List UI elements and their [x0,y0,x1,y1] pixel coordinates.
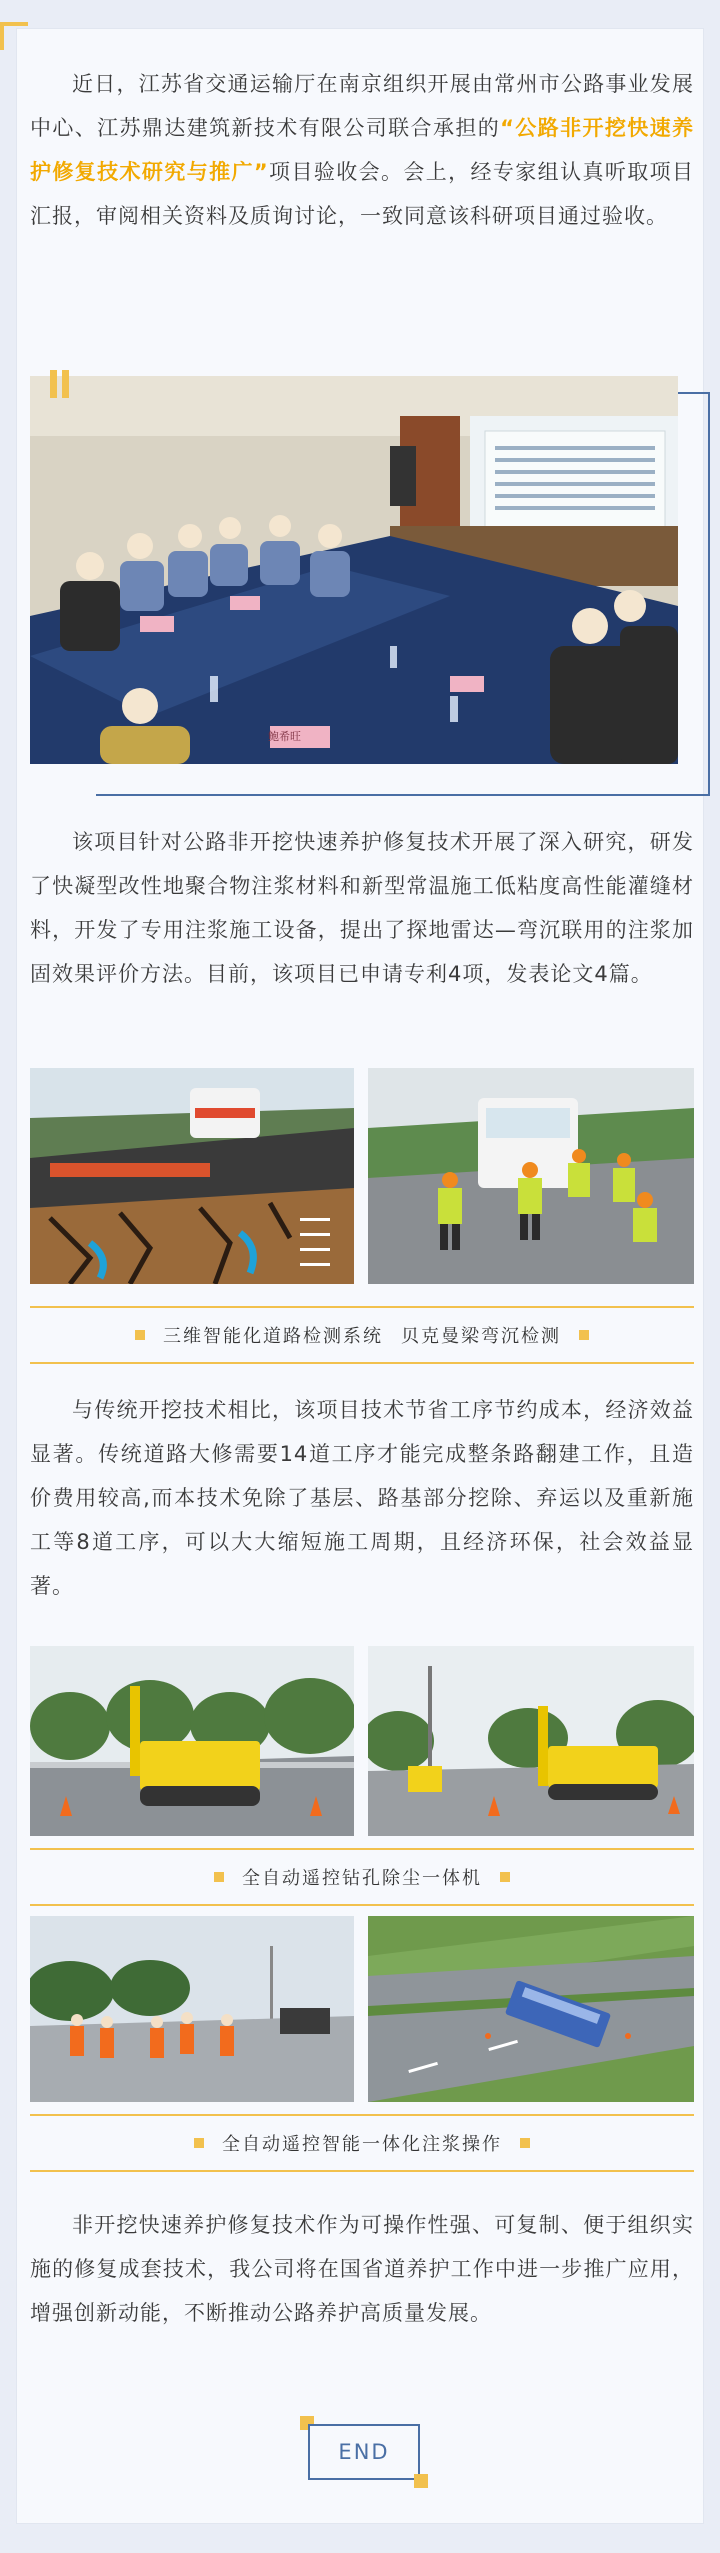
article-card [16,28,704,2524]
closing-paragraph: 非开挖快速养护修复技术作为可操作性强、可复制、便于组织实施的修复成套技术，我公司将在国省道养护工作中进一步推广应用，增强创新动能，不断推动公路养护高质量发展。 [30,2213,694,2325]
beam-deflection-test-photo [368,1068,694,1284]
drilling-machine-photo-2 [368,1646,694,1836]
project-title-highlight: “公路非开挖快速养护修复技术研究与推广” [30,116,694,184]
road-inspection-system-photo [30,1068,354,1284]
benefit-paragraph: 与传统开挖技术相比，该项目技术节省工序节约成本，经济效益显著。传统道路大修需要14道工序才能完成整条路翻建工作，且造价费用较高,而本技术免除了基层、路基部分挖除、弃运以及重新施工等8道工序，可以大大缩短施工周期，且经济环保，社会效益显著。 [30,1398,694,1598]
photo-caption-1 [30,1306,694,1364]
grouting-crew-photo [30,1916,354,2102]
caption-text: 全自动遥控钻孔除尘一体机 [242,1868,482,1889]
meeting-photo [30,376,678,764]
photo-caption-3 [30,2114,694,2172]
intro-paragraph: 近日，江苏省交通运输厅在南京组织开展由常州市公路事业发展中心、江苏鼎达建筑新技术有限公司联合承担的“公路非开挖快速养护修复技术研究与推广”项目验收会。会上，经专家组认真听取项目汇报，审阅相关资料及质询讨论，一致同意该科研项目通过验收。 [30,72,694,228]
caption-left: 三维智能化道路检测系统 [163,1326,383,1347]
square-bullet-icon [214,1872,224,1882]
yellow-bars-icon [50,370,72,398]
grouting-truck-aerial-photo [368,1916,694,2102]
research-paragraph: 该项目针对公路非开挖快速养护修复技术开展了深入研究，研发了快凝型改性地聚合物注浆材料和新型常温施工低粘度高性能灌缝材料，开发了专用注浆施工设备，提出了探地雷达—弯沉联用的注浆加固效果评价方法。目前，该项目已申请专利4项，发表论文4篇。 [30,830,694,986]
square-bullet-icon [520,2138,530,2148]
name-card: 鲍希旺 [268,730,301,743]
caption-text: 全自动遥控智能一体化注浆操作 [222,2134,502,2155]
square-bullet-icon [500,1872,510,1882]
square-bullet-icon [135,1330,145,1340]
drilling-machine-photo-1 [30,1646,354,1836]
square-deco-icon [414,2474,428,2488]
square-bullet-icon [194,2138,204,2148]
end-label: END [308,2424,420,2480]
photo-caption-2 [30,1848,694,1906]
end-marker [308,2424,420,2480]
caption-right: 贝克曼梁弯沉检测 [401,1326,561,1347]
square-bullet-icon [579,1330,589,1340]
